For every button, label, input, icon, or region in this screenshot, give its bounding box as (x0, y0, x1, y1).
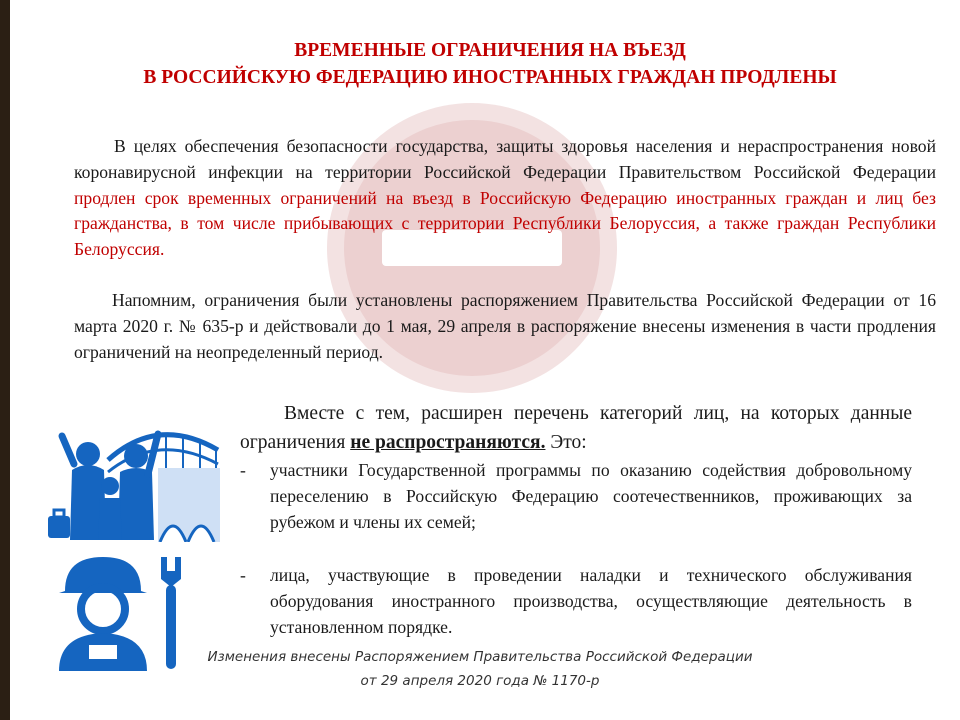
paragraph-extension-highlight: продлен срок временных ограничений на въезд в Российскую Федерацию иностранных граждан и лиц без гражданства, в том числе прибывающих с территории Республики Белоруссия, а также граждан Республики Белоруссия. (74, 187, 936, 260)
slide-title (40, 37, 940, 91)
title-line-1: ВРЕМЕННЫЕ ОГРАНИЧЕНИЯ НА ВЪЕЗД (294, 40, 686, 61)
exemption-item (240, 458, 912, 535)
list-dash: - (240, 565, 246, 586)
paragraph-reminder: Напомним, ограничения были установлены распоряжением Правительства Российской Федерации от 16 марта 2020 г. № 635-р и действовали до 1 мая, 29 апреля в распоряжение внесены изменения в части продления ограничений на неопределенный период. (74, 290, 936, 362)
exemptions-lead-emphasis: не распространяются. (350, 432, 546, 453)
exemptions-lead-tail: Это: (545, 432, 587, 453)
exemption-item (240, 563, 912, 640)
footnote-line-2: от 29 апреля 2020 года № 1170-р (360, 673, 600, 689)
title-line-2: В РОССИЙСКУЮ ФЕДЕРАЦИЮ ИНОСТРАННЫХ ГРАЖДАН ПРОДЛЕНЫ (143, 67, 837, 88)
worker-with-wrench-icon (55, 553, 190, 671)
exemption-item-text: лица, участвующие в проведении наладки и технического обслуживания оборудования иностранного производства, осуществляющие деятельность в установленном порядке. (270, 565, 912, 637)
list-dash: - (240, 460, 246, 480)
family-with-bridge-icon (48, 420, 220, 542)
exemptions-lead-text: Вместе с тем, расширен перечень категорий лиц, на которых данные ограничения (240, 403, 912, 453)
footnote (180, 645, 780, 693)
exemption-item-text: участники Государственной программы по оказанию содействия добровольному переселению в Российскую Федерацию соотечественников, проживающих за рубежом и члены их семей; (270, 460, 912, 532)
paragraph-extension (74, 134, 936, 263)
paragraph-extension-text: В целях обеспечения безопасности государства, защиты здоровья населения и нераспространения новой коронавирусной инфекции на территории Российской Федерации Правительством Российской Федерации (74, 136, 936, 182)
slide-sidebar (0, 0, 10, 720)
exemptions-lead (240, 399, 912, 457)
footnote-line-1: Изменения внесены Распоряжением Правительства Российской Федерации (207, 649, 753, 665)
exemptions-block (240, 399, 912, 641)
